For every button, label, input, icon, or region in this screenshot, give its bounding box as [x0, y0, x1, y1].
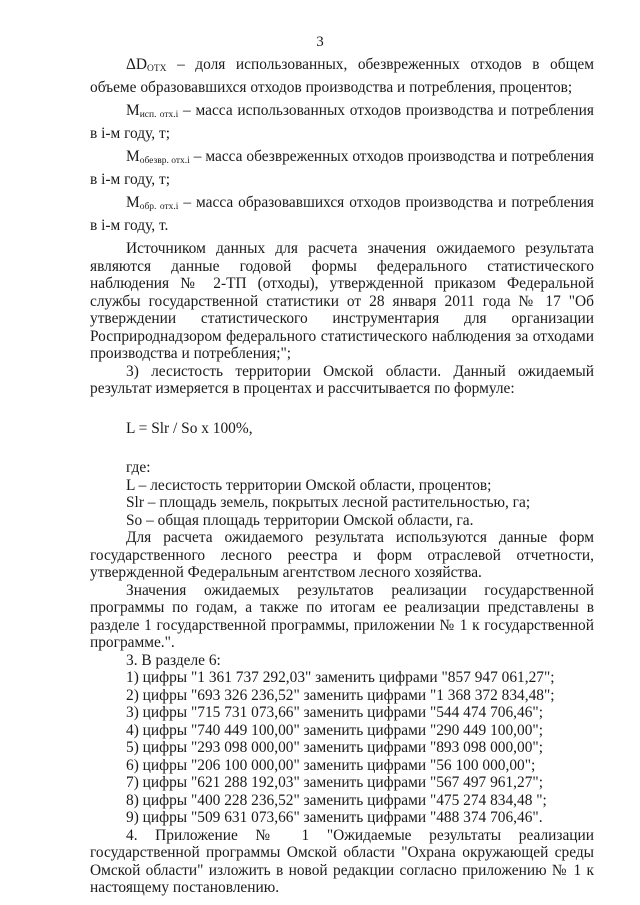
list-item: 6) цифры "206 100 000,00" заменить цифрами "56 100 000,00"; — [126, 756, 536, 774]
where-label: где: — [126, 459, 151, 476]
list-item: 1) цифры "1 361 737 292,03" заменить цифрами "857 947 061,27"; — [126, 669, 555, 686]
list-item: 4) цифры "740 449 100,00" заменить цифрами "290 449 100,00"; — [126, 721, 543, 739]
definition-delta-d — [90, 56, 594, 96]
definition-subscript: исп. отх.i — [139, 110, 179, 120]
definition-m-obezvr — [90, 148, 594, 188]
document-body — [90, 56, 594, 897]
where-item: L – лесистость территории Омской области, процентов; — [126, 476, 492, 494]
definition-text: – масса использованных отходов производства и потребления в i-м году, т; — [90, 102, 594, 142]
definition-symbol: М — [126, 194, 140, 211]
item-3-paragraph: 3) лесистость территории Омской области. Данный ожидаемый результат измеряется в процентах и рассчитывается по формуле: — [90, 362, 594, 397]
definition-symbol: М — [126, 148, 140, 165]
section-6-heading: 3. В разделе 6: — [126, 651, 221, 669]
where-item: Slr – площадь земель, покрытых лесной растительностью, га; — [126, 494, 531, 511]
list-item: 3) цифры "715 731 073,66" заменить цифрами "544 474 706,46"; — [126, 704, 543, 721]
list-item: 7) цифры "621 288 192,03" заменить цифрами "567 497 961,27"; — [126, 774, 543, 791]
list-item: 2) цифры "693 326 236,52" заменить цифрами "1 368 372 834,48"; — [126, 686, 555, 704]
definition-subscript: ОТХ — [147, 64, 167, 74]
definition-subscript: обезвр. отх.i — [139, 156, 190, 166]
definition-text: – масса обезвреженных отходов производства и потребления в i-м году, т; — [90, 148, 594, 188]
item-4-paragraph: 4. Приложение № 1 "Ожидаемые результаты реализации государственной программы Омской области "Охрана окружающей среды Омской области" изложить в новой редакции согласно приложению № 1 к настоящему постановлению. — [90, 826, 594, 896]
definition-subscript: обр. отх.i — [139, 202, 179, 212]
definition-m-obr — [90, 194, 594, 234]
forest-cover-formula: L = Slr / So x 100%, — [126, 419, 253, 437]
list-item: 8) цифры "400 228 236,52" заменить цифрами "475 274 834,48 "; — [126, 791, 547, 809]
source-paragraph: Источником данных для расчета значения ожидаемого результата являются данные годовой формы федерального статистического наблюдения № 2-ТП (отходы), утвержденной приказом Федеральной службы государственной статистики от 28 января 2011 года № 17 "Об утверждении статистического инструментария для организации Росприроднадзором федерального статистического наблюдения за отходами производства и потребления;"; — [90, 240, 594, 362]
definition-m-isp — [90, 102, 594, 142]
definition-symbol: М — [126, 102, 140, 119]
definition-symbol: ΔD — [126, 56, 148, 73]
where-item: So – общая площадь территории Омской области, га. — [126, 511, 474, 529]
page-number: 3 — [316, 34, 324, 50]
definition-text: – масса образовавшихся отходов производства и потребления в i-м году, т. — [90, 194, 594, 234]
forms-paragraph: Для расчета ожидаемого результата используются данные форм государственного лесного реестра и форм отраслевой отчетности, утвержденной Федеральным агентством лесного хозяйства. — [90, 529, 594, 581]
replacement-list — [90, 669, 594, 827]
list-item: 5) цифры "293 098 000,00" заменить цифрами "893 098 000,00"; — [126, 739, 543, 756]
definition-text: – доля использованных, обезвреженных отходов в общем объеме образовавшихся отходов производства и потребления, процентов; — [90, 56, 594, 96]
values-paragraph: Значения ожидаемых результатов реализации государственной программы по годам, а также по итогам ее реализации представлены в разделе 1 государственной программы, приложении № 1 к государственной программе.". — [90, 581, 594, 651]
list-item: 9) цифры "509 631 073,66" заменить цифрами "488 374 706,46". — [126, 809, 543, 826]
